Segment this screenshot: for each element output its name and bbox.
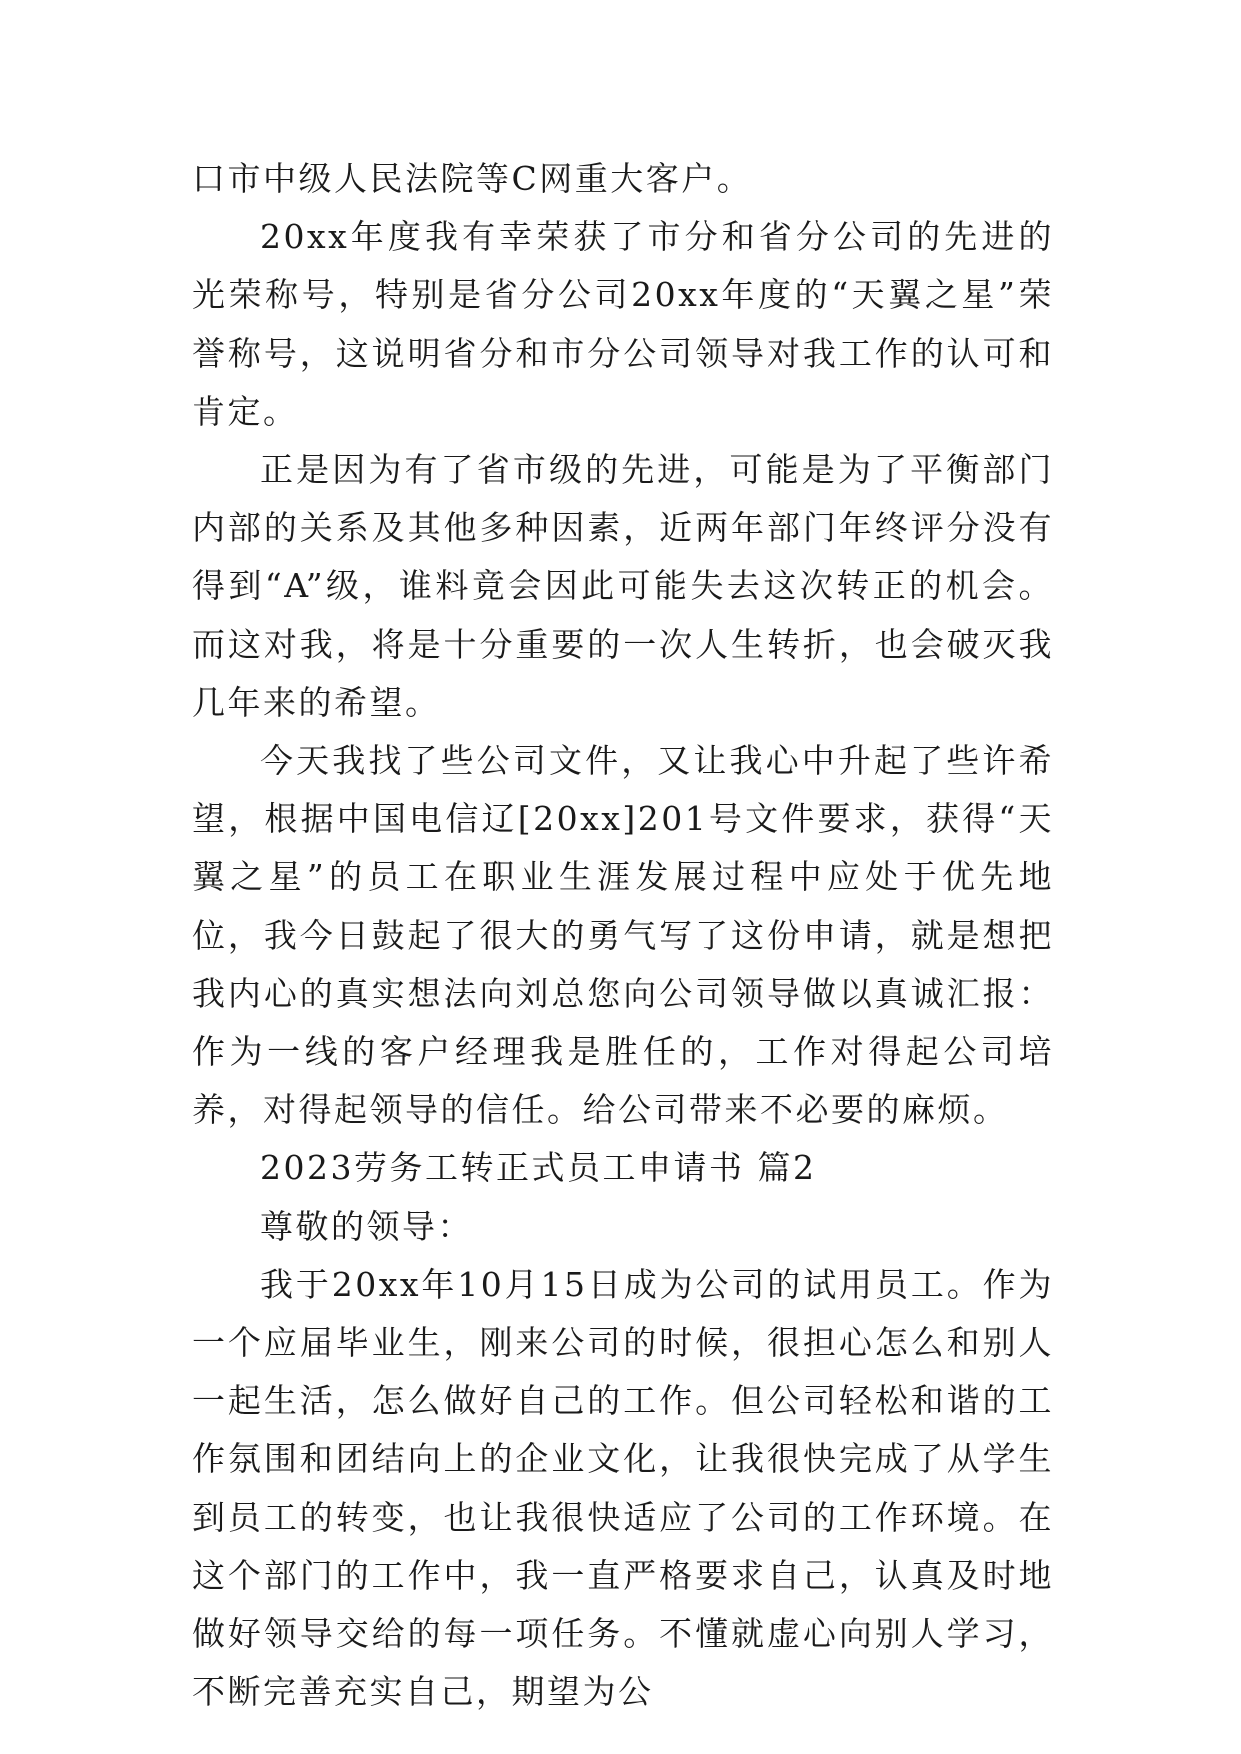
salutation: 尊敬的领导： — [260, 1206, 473, 1246]
document-page — [192, 150, 1054, 1721]
section-title: 2023劳务工转正式员工申请书 篇2 — [260, 1148, 817, 1188]
paragraph-honors: 20xx年度我有幸荣获了市分和省分公司的先进的光荣称号，特别是省分公司20xx年度的“天翼之星”荣誉称号，这说明省分和市分公司领导对我工作的认可和肯定。 — [192, 217, 1054, 431]
paragraph-body: 我于20xx年10月15日成为公司的试用员工。作为一个应届毕业生，刚来公司的时候，很担心怎么和别人一起生活，怎么做好自己的工作。但公司轻松和谐的工作氛围和团结向上的企业文化，让我很快完成了从学生到员工的转变，也让我很快适应了公司的工作环境。在这个部门的工作中，我一直严格要求自己，认真及时地做好领导交给的每一项任务。不懂就虚心向别人学习，不断完善充实自己，期望为公 — [192, 1264, 1054, 1712]
paragraph-application: 今天我找了些公司文件，又让我心中升起了些许希望，根据中国电信辽[20xx]201号文件要求，获得“天翼之星”的员工在职业生涯发展过程中应处于优先地位，我今日鼓起了很大的勇气写了这份申请，就是想把我内心的真实想法向刘总您向公司领导做以真诚汇报：作为一线的客户经理我是胜任的，工作对得起公司培养，对得起领导的信任。给公司带来不必要的麻烦。 — [192, 741, 1054, 1130]
paragraph-continuation: 口市中级人民法院等C网重大客户。 — [192, 159, 753, 198]
paragraph-evaluation: 正是因为有了省市级的先进，可能是为了平衡部门内部的关系及其他多种因素，近两年部门年终评分没有得到“A”级，谁料竟会因此可能失去这次转正的机会。而这对我，将是十分重要的一次人生转折，也会破灭我几年来的希望。 — [192, 450, 1054, 722]
